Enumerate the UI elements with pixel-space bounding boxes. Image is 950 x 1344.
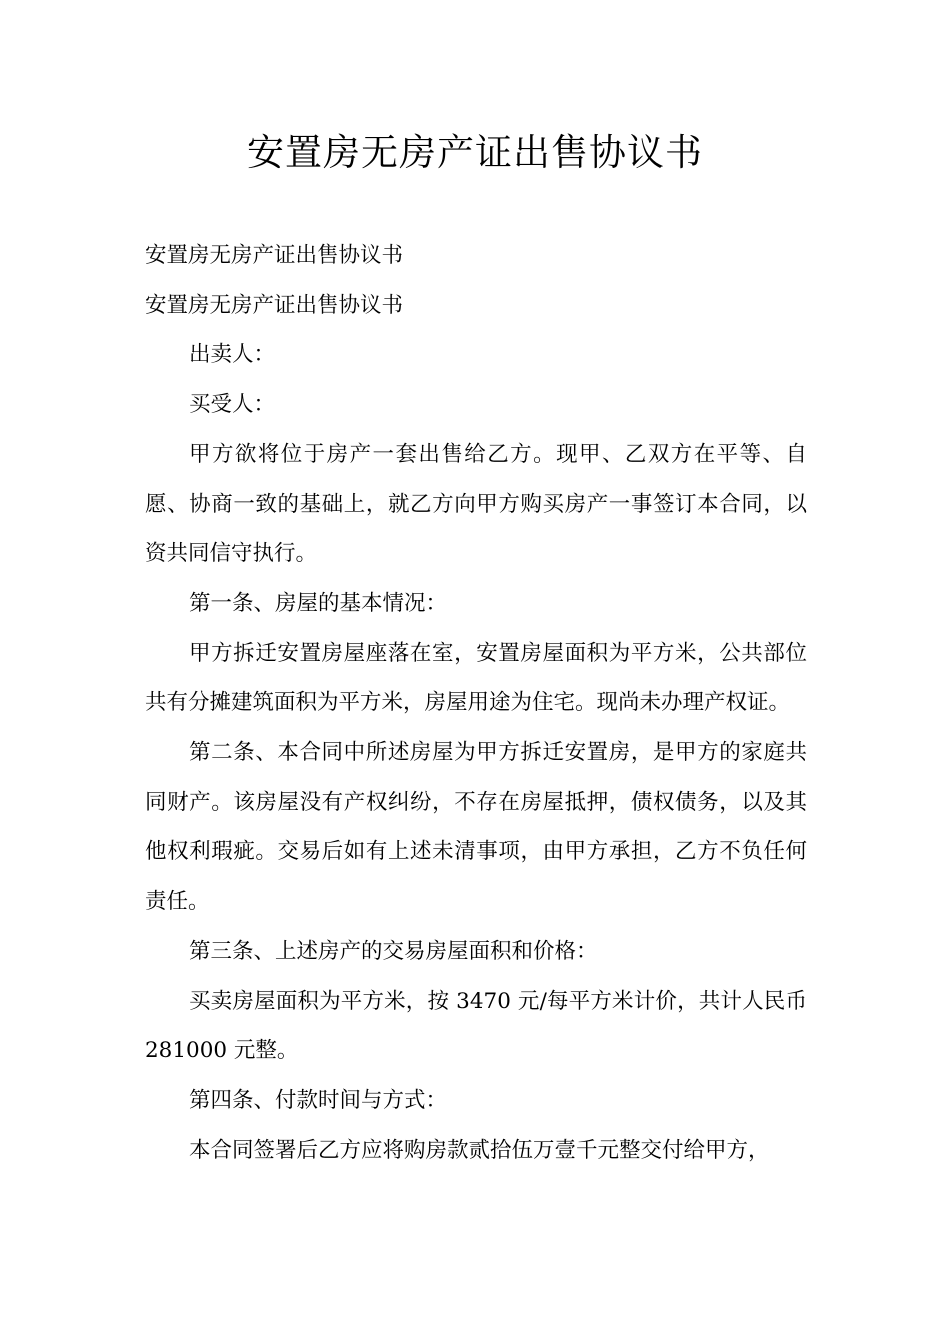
- article-3-heading: 第三条、上述房产的交易房屋面积和价格：: [189, 938, 598, 964]
- paragraph-preamble: 甲方欲将位于房产一套出售给乙方。现甲、乙双方在平等、自愿、协商一致的基础上，就乙方向甲方购买房产一事签订本合同，以资共同信守执行。: [145, 441, 807, 567]
- article-1-body: 甲方拆迁安置房屋座落在室，安置房屋面积为平方米，公共部位共有分摊建筑面积为平方米，房屋用途为住宅。现尚未办理产权证。: [145, 640, 807, 716]
- article-1-heading: 第一条、房屋的基本情况：: [189, 590, 448, 616]
- document-body: [145, 231, 807, 1175]
- article-2: 第二条、本合同中所述房屋为甲方拆迁安置房，是甲方的家庭共同财产。该房屋没有产权纠纷，不存在房屋抵押，债权债务，以及其他权利瑕疵。交易后如有上述未清事项，由甲方承担，乙方不负任何责任。: [145, 740, 807, 915]
- paragraph-heading-repeat-1: 安置房无房产证出售协议书: [145, 243, 404, 268]
- paragraph-buyer: 买受人：: [189, 392, 276, 418]
- document-title: 安置房无房产证出售协议书: [247, 131, 703, 174]
- article-4-body: 本合同签署后乙方应将购房款贰拾伍万壹千元整交付给甲方，: [189, 1137, 770, 1163]
- paragraph-seller: 出卖人：: [189, 342, 276, 368]
- article-4-heading: 第四条、付款时间与方式：: [189, 1087, 448, 1113]
- article-3-body: 买卖房屋面积为平方米，按 3470 元/每平方米计价，共计人民币 281000 元整。: [145, 988, 807, 1064]
- paragraph-heading-repeat-2: 安置房无房产证出售协议书: [145, 292, 404, 318]
